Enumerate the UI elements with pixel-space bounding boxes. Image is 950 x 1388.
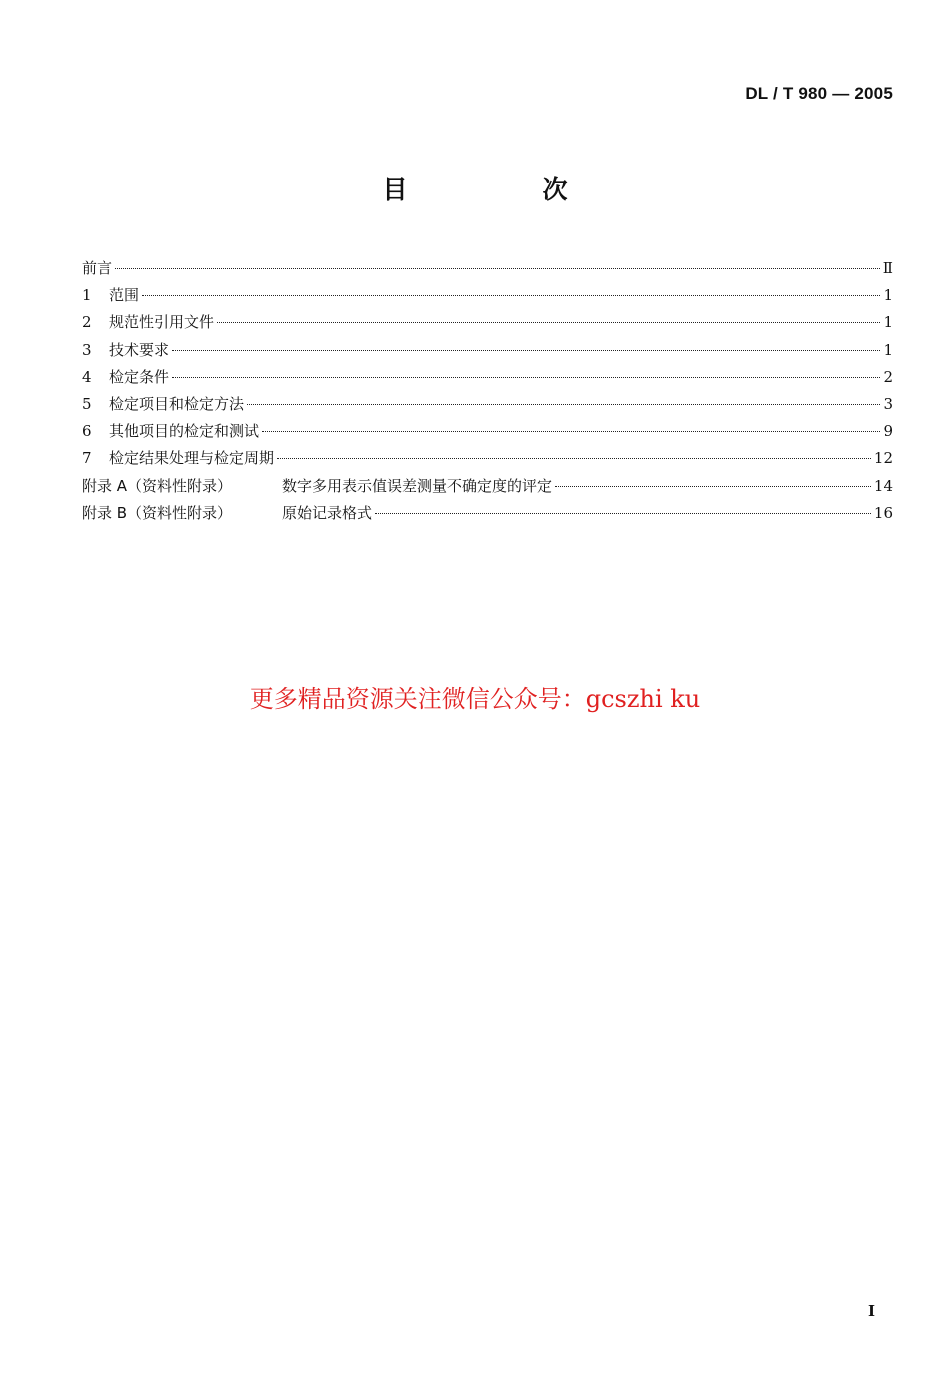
toc-leader-dots: [172, 350, 880, 351]
standard-code: DL / T 980 — 2005: [745, 84, 893, 103]
toc-entry-technical-requirements[interactable]: [82, 337, 893, 364]
toc-leader-dots: [555, 486, 871, 487]
toc-entry-results-period[interactable]: [82, 445, 893, 472]
toc-entry-number: 6: [82, 422, 92, 441]
toc-entry-verification-items-methods[interactable]: [82, 391, 893, 418]
toc-entry-page: 14: [873, 476, 893, 495]
toc-entry-page: Ⅱ: [882, 259, 893, 277]
toc-entry-scope[interactable]: [82, 282, 893, 309]
toc-entry-label: 规范性引用文件: [109, 313, 215, 332]
toc-leader-dots: [115, 268, 880, 269]
toc-entry-number: 3: [82, 340, 92, 359]
toc-leader-dots: [217, 322, 880, 323]
toc-entry-label: 原始记录格式: [282, 503, 373, 522]
toc-leader-dots: [172, 377, 880, 378]
table-of-contents: [82, 255, 893, 527]
toc-entry-label: 检定结果处理与检定周期: [109, 449, 275, 468]
toc-entry-label: 前言: [82, 259, 113, 277]
toc-entry-number: 7: [82, 449, 92, 468]
toc-entry-page: 1: [883, 340, 893, 359]
toc-entry-page: 2: [883, 367, 893, 386]
toc-entry-label: 检定项目和检定方法: [109, 394, 245, 413]
toc-entry-page: 3: [883, 394, 893, 413]
toc-entry-page: 16: [873, 503, 893, 522]
toc-entry-number: 2: [82, 313, 92, 332]
toc-entry-page: 12: [873, 449, 893, 468]
toc-entry-appendix-b[interactable]: [82, 500, 893, 527]
toc-entry-page: 9: [883, 422, 893, 441]
toc-entry-label: 范围: [109, 286, 140, 305]
toc-leader-dots: [277, 458, 871, 459]
toc-entry-page: 1: [883, 286, 893, 305]
toc-entry-other-items[interactable]: [82, 418, 893, 445]
toc-entry-number: 4: [82, 367, 92, 386]
toc-entry-label: 数字多用表示值误差测量不确定度的评定: [282, 476, 553, 495]
toc-entry-normative-references[interactable]: [82, 309, 893, 336]
toc-entry-foreword[interactable]: [82, 255, 893, 282]
toc-appendix-prefix: 附录 A（资料性附录）: [82, 476, 233, 495]
toc-entry-label: 其他项目的检定和测试: [109, 422, 260, 441]
toc-entry-label: 技术要求: [109, 340, 170, 359]
toc-entry-label: 检定条件: [109, 367, 170, 386]
toc-entry-number: 1: [82, 286, 92, 305]
toc-entry-page: 1: [883, 313, 893, 332]
toc-leader-dots: [142, 295, 880, 296]
promo-text: 更多精品资源关注微信公众号：gcszhi ku: [249, 685, 701, 713]
toc-entry-verification-conditions[interactable]: [82, 364, 893, 391]
toc-leader-dots: [262, 431, 880, 432]
toc-leader-dots: [375, 513, 871, 514]
page-title: 目 次: [382, 175, 623, 204]
toc-entry-number: 5: [82, 394, 92, 413]
page-number: I: [867, 1302, 875, 1320]
toc-appendix-prefix: 附录 B（资料性附录）: [82, 503, 233, 522]
toc-leader-dots: [247, 404, 880, 405]
toc-entry-appendix-a[interactable]: [82, 473, 893, 500]
